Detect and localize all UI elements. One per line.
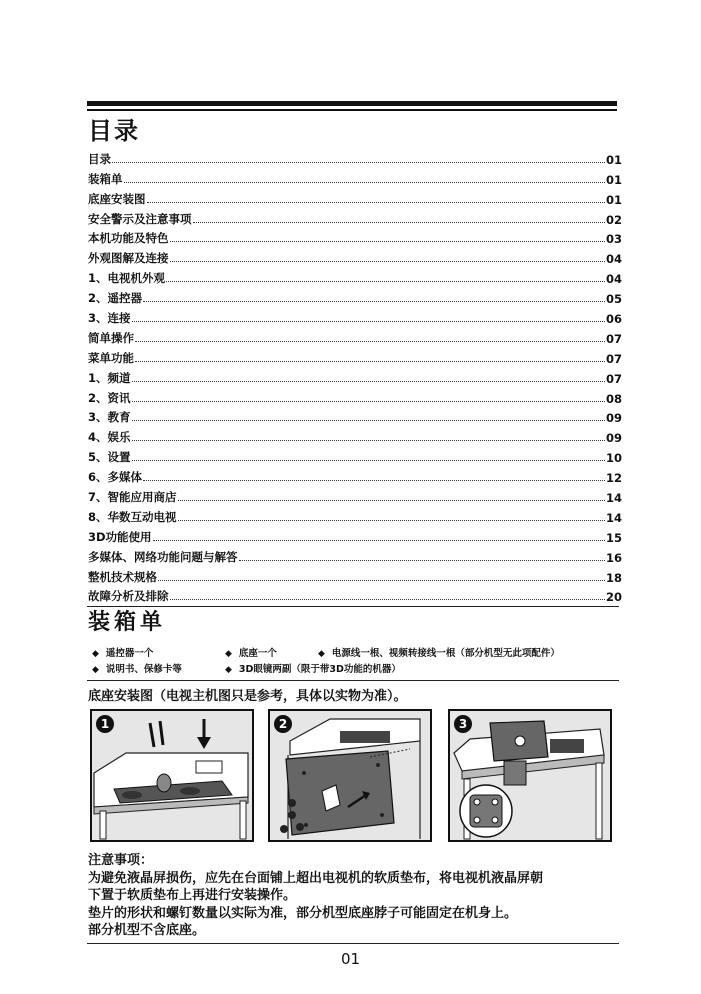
toc-entry-page: 09 [605, 431, 622, 446]
stand-step-2-figure [268, 709, 432, 842]
toc-entry-page: 10 [605, 451, 622, 466]
toc-row [88, 366, 622, 386]
toc-title: 目录 [88, 117, 140, 145]
packing-list-title: 装箱单 [88, 610, 167, 635]
toc-entry-label: 安全警示及注意事项 [88, 211, 192, 226]
toc-entry-label: 1、频道 [88, 370, 131, 385]
toc-entry-page: 18 [605, 570, 622, 585]
toc-entry-page: 09 [605, 411, 622, 426]
toc-entry-page: 01 [605, 172, 622, 187]
toc-entry-label: 目录 [88, 151, 111, 166]
toc-dot-leader [132, 381, 605, 382]
toc-entry-page: 07 [605, 351, 622, 366]
toc-row [88, 326, 622, 346]
diamond-bullet-icon: ◆ [225, 665, 232, 675]
toc-row [88, 147, 622, 167]
notes-line: 部分机型不含底座。 [88, 923, 206, 938]
toc-dot-leader [166, 281, 605, 282]
packing-item: ◆ 遥控器一个 [92, 648, 154, 659]
toc-dot-leader [132, 321, 605, 322]
table-of-contents [88, 147, 622, 604]
toc-entry-page: 04 [605, 252, 622, 267]
toc-row [88, 386, 622, 406]
toc-entry-label: 6、多媒体 [88, 470, 143, 485]
diamond-bullet-icon: ◆ [225, 649, 232, 659]
toc-entry-label: 菜单功能 [88, 350, 134, 365]
toc-row [88, 585, 622, 605]
toc-entry-page: 05 [605, 292, 622, 307]
toc-row [88, 346, 622, 366]
toc-row [88, 505, 622, 525]
toc-entry-page: 07 [605, 331, 622, 346]
toc-row [88, 525, 622, 545]
toc-dot-leader [170, 261, 605, 262]
stand-step-1-illustration [92, 711, 252, 840]
stand-step-1-figure [90, 709, 254, 842]
toc-row [88, 465, 622, 485]
toc-entry-label: 故障分析及排除 [88, 589, 169, 604]
toc-dot-leader [143, 480, 605, 481]
toc-entry-label: 1、电视机外观 [88, 271, 166, 286]
toc-entry-label: 整机技术规格 [88, 569, 157, 584]
toc-entry-page: 08 [605, 391, 622, 406]
toc-dot-leader [112, 162, 605, 163]
toc-row [88, 545, 622, 565]
toc-entry-label: 简单操作 [88, 330, 134, 345]
toc-dot-leader [170, 241, 605, 242]
toc-row [88, 266, 622, 286]
step-number-badge: 2 [274, 715, 292, 733]
toc-entry-label: 4、娱乐 [88, 430, 131, 445]
toc-dot-leader [158, 580, 605, 581]
toc-row [88, 227, 622, 247]
packing-item: ◆ 说明书、保修卡等 [92, 664, 182, 675]
notes-heading: 注意事项： [88, 853, 154, 868]
toc-row [88, 406, 622, 426]
toc-dot-leader [132, 440, 605, 441]
toc-row [88, 445, 622, 465]
toc-row [88, 306, 622, 326]
stand-step-3-illustration [450, 711, 610, 840]
toc-entry-page: 06 [605, 312, 622, 327]
toc-entry-page: 20 [605, 590, 622, 605]
notes-section [88, 852, 628, 940]
toc-dot-leader [132, 401, 605, 402]
toc-entry-page: 03 [605, 232, 622, 247]
toc-entry-label: 3、教育 [88, 410, 131, 425]
diamond-bullet-icon: ◆ [318, 649, 325, 659]
toc-entry-page: 14 [605, 510, 622, 525]
diamond-bullet-icon: ◆ [92, 665, 99, 675]
toc-dot-leader [170, 599, 605, 600]
toc-entry-label: 8、华数互动电视 [88, 509, 177, 524]
diamond-bullet-icon: ◆ [92, 649, 99, 659]
toc-entry-label: 2、资讯 [88, 390, 131, 405]
toc-entry-page: 02 [605, 212, 622, 227]
toc-dot-leader [193, 222, 605, 223]
notes-line: 下置于软质垫布上再进行安装操作。 [88, 888, 297, 903]
toc-row [88, 167, 622, 187]
toc-entry-label: 5、设置 [88, 450, 131, 465]
toc-entry-page: 01 [605, 152, 622, 167]
toc-entry-label: 本机功能及特色 [88, 231, 169, 246]
toc-entry-label: 底座安装图 [88, 191, 146, 206]
toc-dot-leader [178, 520, 605, 521]
toc-dot-leader [124, 182, 605, 183]
toc-dot-leader [178, 500, 605, 501]
toc-row [88, 246, 622, 266]
toc-entry-label: 3D功能使用 [88, 529, 152, 544]
toc-entry-label: 2、遥控器 [88, 291, 143, 306]
toc-row [88, 187, 622, 207]
toc-entry-page: 16 [605, 550, 622, 565]
toc-dot-leader [132, 460, 605, 461]
toc-entry-label: 多媒体、网络功能问题与解答 [88, 549, 238, 564]
toc-entry-page: 12 [605, 471, 622, 486]
toc-entry-label: 7、智能应用商店 [88, 490, 177, 505]
toc-dot-leader [239, 560, 605, 561]
stand-step-3-figure [448, 709, 612, 842]
toc-dot-leader [135, 361, 605, 362]
step-number-badge: 1 [96, 715, 114, 733]
toc-dot-leader [147, 202, 605, 203]
step-number-badge: 3 [454, 715, 472, 733]
top-rule-thin [87, 109, 617, 111]
toc-entry-page: 01 [605, 192, 622, 207]
toc-row [88, 286, 622, 306]
notes-line: 为避免液晶屏损伤，应先在台面铺上超出电视机的软质垫布，将电视机液晶屏朝 [88, 870, 544, 886]
toc-entry-label: 3、连接 [88, 311, 131, 326]
page-number: 01 [340, 950, 361, 968]
toc-entry-label: 外观图解及连接 [88, 251, 169, 266]
toc-row [88, 565, 622, 585]
toc-entry-page: 14 [605, 491, 622, 506]
toc-row [88, 425, 622, 445]
packing-item: ◆ 电源线一根、视频转接线一根（部分机型无此项配件） [318, 648, 560, 659]
packing-item: ◆ 3D眼镜两副（限于带3D功能的机器） [225, 664, 401, 675]
toc-entry-page: 04 [605, 272, 622, 287]
toc-dot-leader [132, 420, 605, 421]
toc-dot-leader [153, 540, 605, 541]
stand-step-2-illustration [270, 711, 430, 840]
toc-row [88, 207, 622, 227]
toc-entry-page: 15 [605, 530, 622, 545]
toc-entry-page: 07 [605, 371, 622, 386]
section-divider [87, 680, 619, 681]
footer-divider [87, 943, 619, 944]
section-divider [87, 606, 619, 607]
toc-dot-leader [143, 301, 605, 302]
notes-line: 垫片的形状和螺钉数量以实际为准，部分机型底座脖子可能固定在机身上。 [88, 905, 518, 921]
stand-install-title: 底座安装图（电视主机图只是参考，具体以实物为准）。 [88, 689, 407, 704]
toc-dot-leader [135, 341, 605, 342]
packing-item: ◆ 底座一个 [225, 648, 277, 659]
toc-entry-label: 装箱单 [88, 171, 123, 186]
toc-row [88, 485, 622, 505]
top-rule-thick [87, 101, 617, 106]
